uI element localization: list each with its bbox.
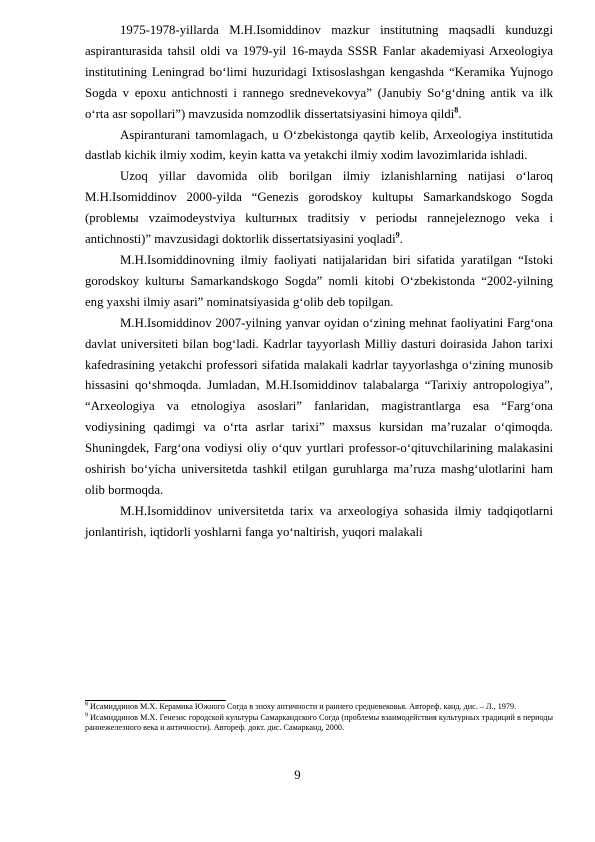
paragraph-3 bbox=[85, 166, 553, 250]
paragraph-4: M.H.Isomiddinovning ilmiy faoliyati natijalaridan biri sifatida yaratilgan “Istoki gorodskoy kulturы Samarkandskogo Sogda” nomli kitobi O‘zbekistonda “2002-yilning eng yaxshi ilmiy asari” nominatsiyasida g‘olib deb topilgan. bbox=[85, 252, 553, 309]
footnote-9 bbox=[85, 713, 553, 734]
footnote-9-text: Исамиддинов М.Х. Генезис городской культуры Самаркандского Согда (проблемы взаимодействия культурных традиций в периоды раннежелезного века и античности). Автореф. докт. дис. Самарканд, 2000. bbox=[85, 712, 553, 733]
paragraph-3-text: Uzoq yillar davomida olib borilgan ilmiy izlanishlarning natijasi o‘laroq M.H.Isomiddinov 2000-yilda “Genezis gorodskoy kultuры Samarkandskogo Sogda (probleмы vzaimodeystviya kulturныx traditsiy v periodы rannejeleznogo veka i antichnosti)” mavzusidagi doktorlik dissertatsiyasini yoqladi bbox=[85, 169, 553, 247]
footnote-mark-9: 9 bbox=[85, 711, 88, 718]
footnote-mark-8: 8 bbox=[85, 701, 88, 708]
body-text bbox=[85, 20, 553, 543]
footnote-8-text: Исамиддинов М.Х. Керамика Южного Согда в эпоху античности и раннего средневековья. Автореф. канд. дис. – Л., 1979. bbox=[88, 702, 517, 711]
paragraph-6: M.H.Isomiddinov universitetda tarix va arxeologiya sohasida ilmiy tadqiqotlarni jonlantirish, iqtidorli yoshlarni fanga yo‘naltirish, yuqori malakali bbox=[85, 503, 553, 539]
paragraph-5: M.H.Isomiddinov 2007-yilning yanvar oyidan o‘zining mehnat faoliyatini Farg‘ona davlat universiteti bilan bog‘ladi. Kadrlar tayyorlash Milliy dasturi doirasida Jahon tarixi kafedrasining yetakchi professori sifatida malakali kadrlar tayyorlashga o‘zining munosib hissasini qo‘shmoqda. Jumladan, M.H.Isomiddinov talabalarga “Tarixiy antropologiya”, “Arxeologiya va etnologiya asoslari” fanlaridan, magistrantlarga esa “Farg‘ona vodiysining qadimgi va o‘rta asrlar tarixi” maxsus kursidan ma’ruzalar o‘qimoqda. Shuningdek, Farg‘ona vodiysi oliy o‘quv yurtlari professor-o‘qituvchilarining malakasini oshirish bo‘yicha universitetda tashkil etilgan guruhlarga ma’ruza mashg‘ulotlarini ham olib bormoqda. bbox=[85, 315, 553, 497]
footnote-separator bbox=[85, 700, 226, 701]
footnotes bbox=[85, 702, 553, 734]
paragraph-3-end: . bbox=[399, 232, 403, 247]
paragraph-1-end: . bbox=[458, 106, 462, 121]
footnote-8 bbox=[85, 702, 553, 713]
paragraph-1 bbox=[85, 20, 553, 125]
paragraph-2: Aspiranturani tamomlagach, u O‘zbekistonga qaytib kelib, Arxeologiya institutida dastlab kichik ilmiy xodim, keyin katta va yetakchi ilmiy xodim lavozimlarida ishladi. bbox=[85, 127, 553, 163]
footnote-ref-8[interactable]: 8 bbox=[454, 105, 459, 115]
page-number: 9 bbox=[294, 768, 301, 782]
paragraph-1-text: 1975-1978-yillarda M.H.Isomiddinov mazkur institutning maqsadli kunduzgi aspiranturasida tahsil oldi va 1979-yil 16-mayda SSSR Fanlar akademiyasi Arxeologiya institutining Leningrad bo‘limi huzuridagi Ixtisoslashgan kengashda “Keramika Yujnogo Sogda v epoxu antichnosti i rannego srednevekovya” (Janubiy So‘g‘dning antik va ilk o‘rta asr sopollari”) mavzusida nomzodlik dissertatsiyasini himoya qildi bbox=[85, 23, 553, 121]
footnote-ref-9[interactable]: 9 bbox=[395, 230, 400, 240]
